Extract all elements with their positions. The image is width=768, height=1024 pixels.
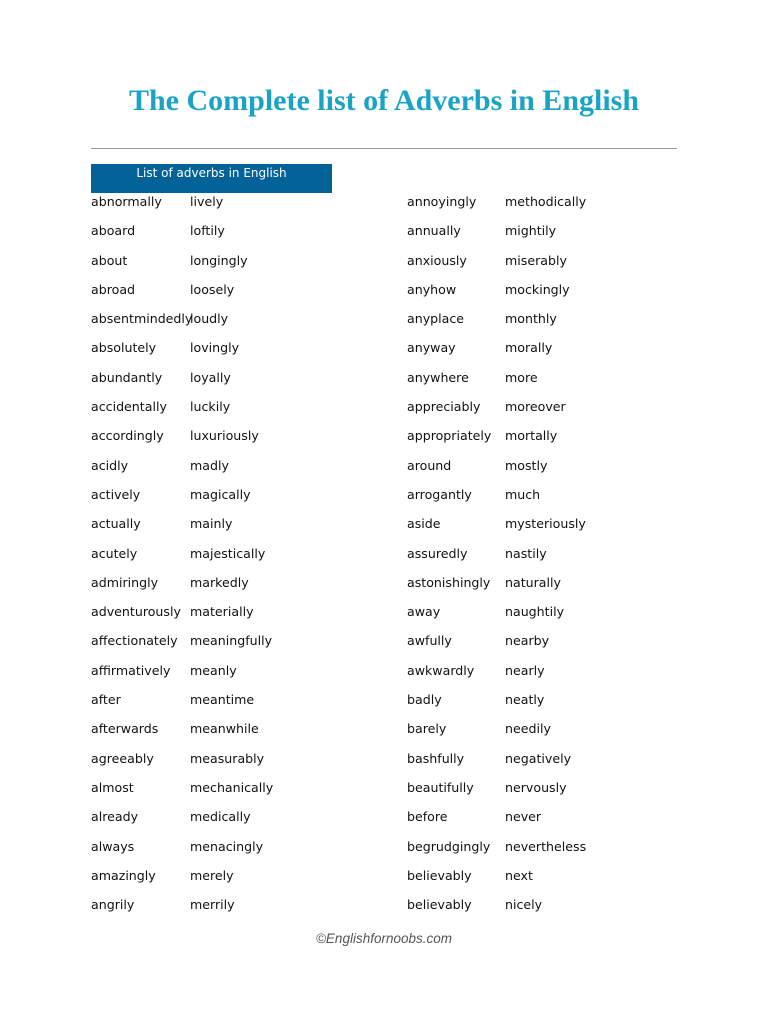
adverb-item: arrogantly [407,486,472,502]
adverb-item: annoyingly [407,194,477,209]
adverb-item: amazingly [91,867,156,883]
adverb-item: naturally [505,574,561,590]
adverb-item: loyally [190,369,231,385]
adverb-item: anyway [407,340,456,356]
adverb-item: abroad [91,281,136,297]
adverb-item: beautifully [407,779,474,795]
adverb-item: mainly [190,516,233,532]
adverb-item: believably [407,867,472,883]
adverb-item: next [505,867,533,883]
adverb-item: majestically [190,545,266,561]
adverb-item: monthly [505,311,557,327]
adverb-item: morally [505,340,553,356]
adverb-item: accidentally [91,399,167,415]
adverb-item: nastily [505,545,547,561]
adverb-item: negatively [505,750,572,766]
adverb-item: affectionately [91,633,178,649]
adverb-item: menacingly [190,838,264,854]
adverb-item: more [505,369,538,385]
page-title: The Complete list of Adverbs in English [128,84,640,117]
adverb-item: markedly [190,574,249,590]
adverb-item: loftily [190,223,225,239]
adverb-item: merrily [190,897,235,913]
adverb-column-2 [190,187,273,919]
adverb-column-1 [91,187,192,919]
adverb-item: meaningfully [190,633,273,649]
adverb-item: merely [190,867,234,883]
adverb-item: angrily [91,897,135,913]
adverb-item: needily [505,721,551,737]
adverb-item: medically [190,809,251,825]
adverb-item: assuredly [407,545,468,561]
adverb-item: meanwhile [190,721,259,737]
adverb-item: already [91,809,139,825]
adverb-item: admiringly [91,574,159,590]
adverb-item: longingly [190,252,248,268]
adverb-item: actively [91,486,141,502]
adverb-item: barely [407,721,447,737]
adverb-item: bashfully [407,750,465,766]
adverb-item: moreover [505,399,566,415]
adverb-item: accordingly [91,428,164,444]
adverb-item: mysteriously [505,516,586,532]
adverb-item: actually [91,516,141,532]
adverb-item: lively [190,194,224,209]
adverb-item: anywhere [407,369,469,385]
adverb-item: always [91,838,135,854]
adverb-item: astonishingly [407,574,491,590]
adverb-item: nearly [505,662,545,678]
adverb-column-4 [505,187,586,919]
adverb-item: mockingly [505,281,570,297]
adverb-item: awkwardly [407,662,475,678]
title-divider [91,148,677,149]
adverb-item: almost [91,779,134,795]
adverb-item: absentmindedly [91,311,193,327]
adverb-item: lovingly [190,340,240,356]
table-header: List of adverbs in English [91,164,332,193]
adverb-item: affirmatively [91,662,171,678]
adverb-item: methodically [505,194,587,209]
adverb-item: anyplace [407,311,465,327]
adverb-item: appreciably [407,399,481,415]
adverb-item: appropriately [407,428,492,444]
adverb-item: loudly [190,311,229,327]
adverb-item: adventurously [91,604,181,620]
adverb-item: believably [407,897,472,913]
adverb-item: magically [190,486,251,502]
adverb-item: nervously [505,779,567,795]
adverb-item: neatly [505,692,545,708]
adverb-item: madly [190,457,229,473]
adverb-item: aboard [91,223,136,239]
adverb-item: much [505,486,541,502]
adverb-item: annually [407,223,461,239]
adverb-item: acidly [91,457,129,473]
adverb-item: abundantly [91,369,163,385]
adverb-item: measurably [190,750,265,766]
adverb-item: never [505,809,542,825]
adverb-item: materially [190,604,254,620]
adverb-item: afterwards [91,721,159,737]
adverb-item: anyhow [407,281,457,297]
adverb-item: away [407,604,441,620]
adverb-item: mightily [505,223,557,239]
adverb-item: meanly [190,662,237,678]
adverb-item: luckily [190,399,231,415]
adverb-item: nevertheless [505,838,587,854]
footer-credit: ©Englishfornoobs.com [315,931,452,946]
adverb-item: anxiously [407,252,467,268]
adverb-item: mechanically [190,779,274,795]
adverb-item: around [407,457,452,473]
adverb-item: miserably [505,252,567,268]
adverb-item: mortally [505,428,558,444]
adverb-item: about [91,252,128,268]
adverb-item: mostly [505,457,548,473]
adverb-item: nicely [505,897,543,913]
adverb-item: agreeably [91,750,154,766]
adverb-item: after [91,692,121,708]
adverb-item: nearby [505,633,550,649]
adverb-item: abnormally [91,194,162,209]
adverb-item: absolutely [91,340,157,356]
adverb-item: luxuriously [190,428,259,444]
adverb-item: acutely [91,545,138,561]
adverb-item: awfully [407,633,452,649]
adverb-item: naughtily [505,604,565,620]
adverb-item: loosely [190,281,235,297]
adverb-item: begrudgingly [407,838,491,854]
adverb-item: aside [407,516,441,532]
adverb-item: before [407,809,448,825]
adverb-item: badly [407,692,442,708]
adverb-column-3 [407,187,491,919]
adverb-item: meantime [190,692,255,708]
